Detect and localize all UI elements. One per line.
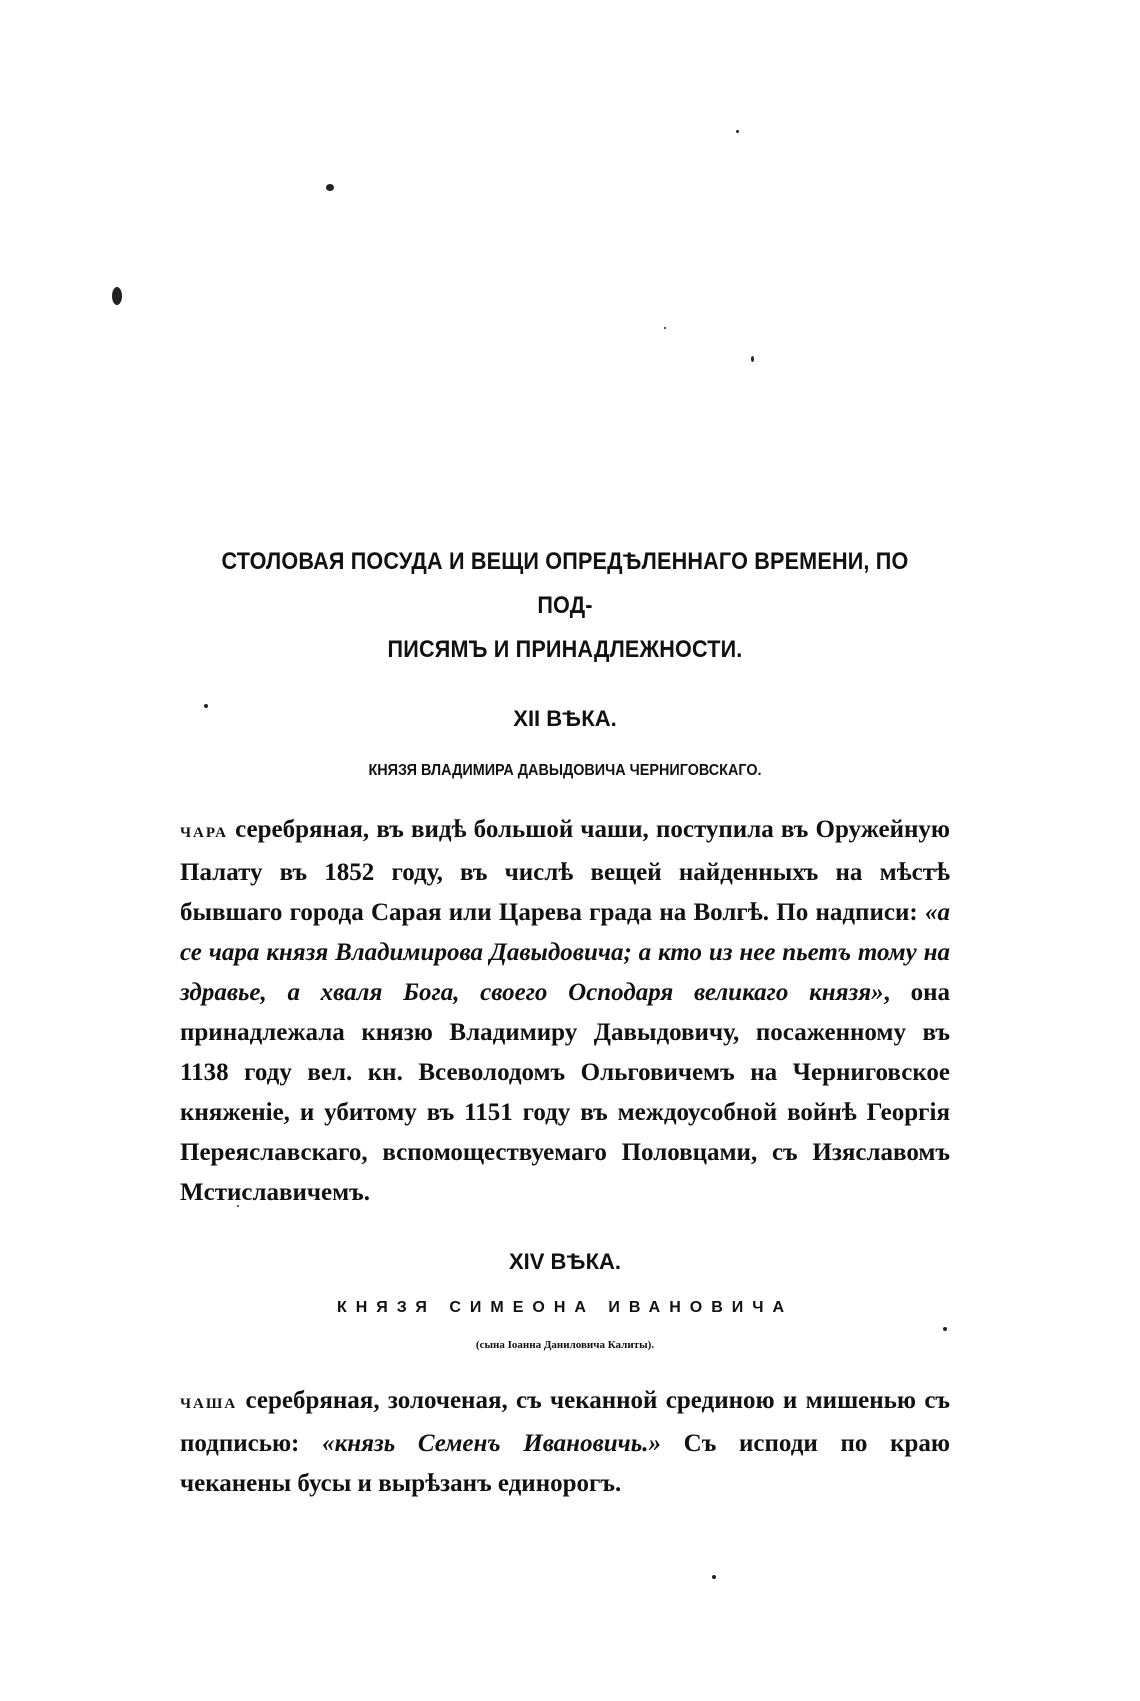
prince-heading-simeon: КНЯЗЯ СИМЕОНА ИВАНОВИЧА [336, 1299, 794, 1316]
prince-heading-vladimir: КНЯЗЯ ВЛАДИМИРА ДАВЫДОВИЧА ЧЕРНИГОВСКАГО. [368, 762, 762, 779]
chasha-inscription: «князь Семенъ Ивановичь.» [322, 1430, 661, 1457]
scan-speck [326, 184, 334, 191]
chara-text-2: , она принадлежала князю Владимиру Давыдовичу, посаженному въ 1138 году вел. кн. Всеволодомъ Ольговичемъ на Черниговское княженіе, и убитому въ 1151 году въ междоусобной войнѣ Георгія Переяславскаго, вспомоществуемаго Половцами, съ Изяславомъ Мстиславичемъ. [180, 979, 951, 1206]
lead-word-chasha: ЧАША [180, 1396, 238, 1412]
chasha-text-2: Съ исподи по краю чеканены бусы и вырѣзанъ единорогъ. [180, 1430, 951, 1497]
paragraph-chara [180, 810, 950, 1213]
scan-speck [112, 287, 122, 305]
chara-text-1: серебряная, въ видѣ большой чаши, поступила въ Оружейную Палату въ 1852 году, въ числѣ вещей найденныхъ на мѣстѣ бывшаго города Сарая или Царева града на Волгѣ. По надписи: [180, 816, 950, 926]
scan-speck [736, 130, 739, 133]
scan-speck [712, 1575, 716, 1579]
paragraph-chasha [180, 1381, 950, 1504]
scan-speck [664, 327, 666, 329]
section-heading-14th-century: XIV ВѢКА. [508, 1249, 621, 1274]
scan-speck [751, 356, 754, 362]
page-content [180, 540, 950, 1504]
lead-word-chara: ЧАРА [180, 825, 228, 841]
page-title [219, 540, 912, 672]
title-line-1: СТОЛОВАЯ ПОСУДА И ВЕЩИ ОПРЕДѢЛЕННАГО ВРЕМЕНИ, ПО ПОД- [221, 548, 909, 619]
prince-note: (сына Іоанна Даниловича Калиты). [475, 1339, 655, 1351]
section-heading-12th-century: XII ВѢКА. [513, 706, 617, 731]
chara-inscription: «а се чара князя Владимирова Давыдовича; а кто из нее пьетъ тому на здравье, а хваля Бога, своего Осподаря великаго князя» [180, 899, 950, 1006]
title-line-2: ПИСЯМЪ И ПРИНАДЛЕЖНОСТИ. [387, 636, 743, 663]
chasha-text-1: серебряная, золоченая, съ чеканной срединою и мишенью съ подписью: [180, 1387, 950, 1457]
